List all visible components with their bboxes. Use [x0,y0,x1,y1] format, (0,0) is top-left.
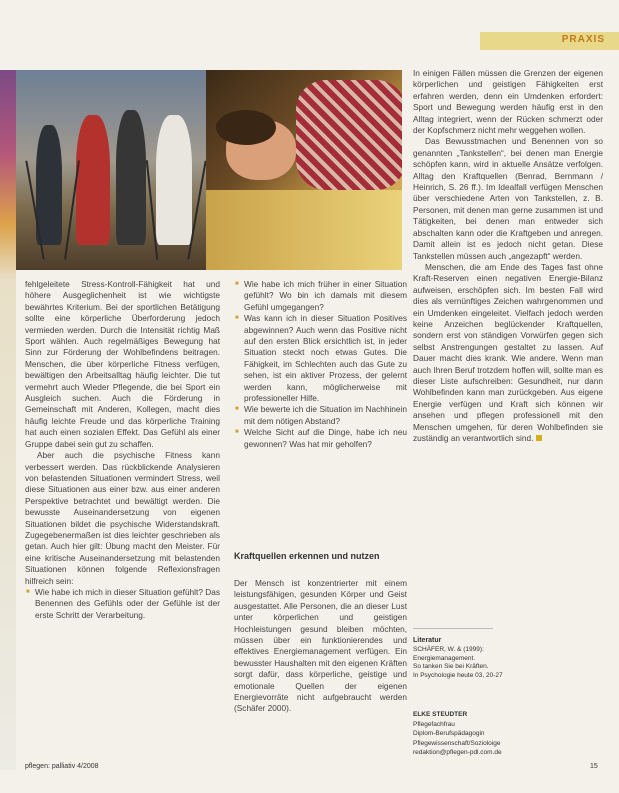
column-3 [413,68,603,444]
list-item: ■ Wie bewerte ich die Situation im Nachhinein mit dem nötigen Abstand? [244,404,407,427]
literature-line: SCHÄFER, W. & (1999): [413,645,484,653]
decorative-side-strip [0,70,16,770]
literature-box [413,637,603,681]
column-1 [25,279,220,621]
column-2 [234,279,407,450]
section-header-bar [480,32,619,50]
list-item: ■ Wie habe ich mich früher in einer Situation gefühlt? Wo bin ich damals mit diesem Gefühl umgegangen? [244,279,407,313]
paragraph [413,262,603,445]
author-line: Pflegefachfrau [413,720,455,728]
author-line: Pflegewissenschaft/Sozioloige [413,739,501,747]
page-number: 15 [590,763,598,770]
paragraph: Aber auch die psychische Fitness kann verbessert werden. Das rückblickende Analysieren von belastenden Situationen vermindert Stress, weil diese Situationen aus einer bzw. aus einer anderen Perspektive betrachtet und bewältigt werden. Die bewusste Auseinandersetzung von eigenen Situationen bildet die psychische Widerstandskraft. Zugegebenermaßen ist dies leichter geschrieben als getan. Auch hier gilt: Übung macht den Meister. Für eine kritische Auseinandersetzung mit belastenden Situationen können folgende Reflexionsfragen hilfreich sein: [25,450,220,586]
reflection-questions-list [25,587,220,621]
section-heading: Kraftquellen erkennen und nutzen [234,551,380,561]
photo-sleeping-person [206,70,402,270]
list-item: ■ Was kann ich in dieser Situation Positives abgewinnen? Auch wenn das Positive nicht auf den ersten Blick ersichtlich ist, in jeder Situation steckt noch etwas Gutes. Die Fähigkeit, im Schlechten auch das Gute zu sehen, ist ein aktiver Prozess, der gelernt werden kann, möglicherweise mit professioneller Hilfe. [244,313,407,404]
paragraph: Das Bewusstmachen und Benennen von so genannten „Tankstellen“, bei denen man Energie schöpfen kann, wird in aktuelle Ansätze verfolgen. Alltag den Kraftquellen (Benrad, Bernmann / Heinrich, S. 26 ff.). Im Idealfall verfügen Menschen über verschiedene Arten von Tankstellen, z. B. Personen, mit denen man gerne zusammen ist und Tätigkeiten, bei denen man entweder sich abschalten kann oder die Kraftgeben und anregen. Damit allein ist es jedoch nicht getan. Diese Tankstellen müssen auch „angezapft“ werden. [413,136,603,261]
paragraph: fehlgeleitete Stress-Kontroll-Fähigkeit hat und höhere Ausgeglichenheit ist wie wichtigste bewährtes Kriterium. Bei der sportlichen Betätigung sollte eine körperliche Überforderung jedoch vermieden werden. Durch die Intensität richtig Maß Sport wählen. Auch regelmäßiges Bewegung hat Sinn zur Förderung der Wohlbefindens beitragen. Menschen, die über körperliche Fitness verfügen, bewältigen den Arbeitsalltag häufig leichter. Die tut vermehrt auch Wieder Pflegende, die bei Sport ein Ausgleich suchen. Auch die Förderung in Gemeinschaft mit Anderen, Kollegen, macht dies häufig leichte Freude und das körperliche Training hat auch einen sozialen Effekt. Das Gefühl als einer Gruppe dabei sein gut zu schaffen. [25,279,220,449]
paragraph-text: Menschen, die am Ende des Tages fast ohne Kraft-Reserven einen negativen Energie-Bilanz aufweisen, erschöpfen sich. Im besten Fall wird dies als vernünftiges Zeichen wahrgenommen und ein Umdenken eingeleitet. Vielfach jedoch werden keine Anzeichen beglückender Kraftquellen, sondern erst von ständigen Vorwürfen gegen sich selbst Anstrengungen gestaltet zu lassen. Auf Dauer macht dies krank. Wie andere. Wenn man auch Ihren Beruf trotzdem hoffen will, sollte man es dieser Liste aufschreiben: Gesundheit, nur dann Wohlbefinden kann man zurückgeben. Aus eigene Energie verfügen und Kraft sich können wir ansehen und pflegen professionell mit den Menschen umgehen, für deren Wohlbefinden sie zuständig an verantwortlich sind. [413,261,603,443]
photo-nordic-walking-group [16,70,206,270]
literature-title: Literatur [413,637,442,644]
end-of-article-mark [536,435,542,441]
literature-line: Energiemanagement. [413,654,476,662]
section-title: PRAXIS [561,34,605,45]
reflection-questions-list-continued [234,279,407,450]
paragraph: Der Mensch ist konzentrierter mit einem leistungsfähigen, gesunden Körper und Geist ausgestattet. Alle Personen, die an dieser Lust unter körperlichen und geistigen Hochleistungen gesund bleiben möchten, müssen über ein funktionierendes und effektives Energiemanagement verfügen. Ein bewusster Haushalten mit den eigenen Kräften sorgt dafür, dass körperliche, geistige und emotionale Quellen der eigenen Energievorräte nicht aufgebraucht werden (Schäfer 2000). [234,578,407,714]
literature-line: So tanken Sie bei Kräften. [413,663,489,671]
paragraph: In einigen Fällen müssen die Grenzen der eigenen körperlichen und geistigen Fähigkeiten erst erfahren werden, denn ein Umdenken erfordert: Sport und Bewegung werden häufig erst in den Alltag integriert, wenn der Rücken schmerzt oder der Kopfschmerz nicht mehr weggehen wollen. [413,68,603,136]
author-box [413,710,603,758]
list-item: ■ Welche Sicht auf die Dinge, habe ich neu gewonnen? Was hat mir geholfen? [244,427,407,450]
author-name: ELKE STEUDTER [413,711,468,718]
footer-publication: pflegen: palliativ 4/2008 [25,763,99,770]
column-2-section [234,578,407,715]
divider [413,628,493,629]
author-email[interactable]: redaktion@pflegen-pdl.com.de [413,749,502,757]
list-item: ■ Wie habe ich mich in dieser Situation gefühlt? Das Benennen des Gefühls oder der Gefühle ist der erste Schritt der Verarbeitung. [35,587,220,621]
literature-line: In Psychologie heute 03, 20-27 [413,672,503,680]
author-line: Diplom-Berufspädagogin [413,730,485,738]
